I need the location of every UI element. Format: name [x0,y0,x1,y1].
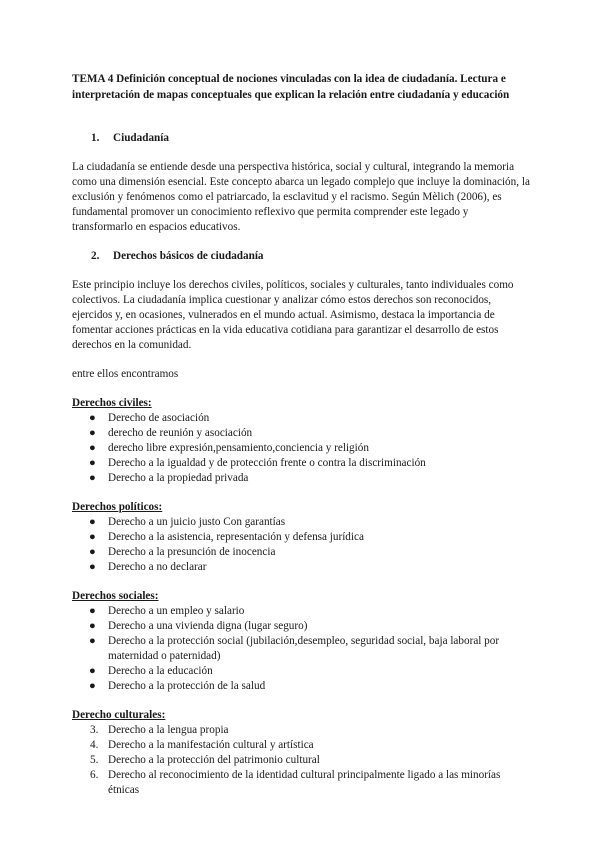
bullet-icon: ● [89,680,96,692]
bullet-icon: ● [89,605,96,617]
list-derechos-sociales [72,604,530,694]
bullet-icon: ● [89,546,96,558]
list-derechos-politicos [72,515,530,575]
section-number: 1. [91,132,100,144]
list-item: ● Derecho a la protección de la salud [72,679,530,694]
bullet-icon: ● [89,531,96,543]
section-heading-ciudadania [91,131,530,146]
list-number: 3. [90,724,99,736]
list-number: 4. [90,739,99,751]
list-item: ● Derecho a la protección social (jubilación,desempleo, seguridad social, baja laboral por maternidad o paternidad) [72,634,530,664]
list-item: ● Derecho a no declarar [72,560,530,575]
section-title: Derechos básicos de ciudadanía [113,250,264,262]
bullet-icon: ● [89,457,96,469]
bullet-icon: ● [89,412,96,424]
list-item: ● Derecho de asociación [72,411,530,426]
list-item: 5. Derecho a la protección del patrimonio cultural [72,753,530,768]
list-number: 6. [90,769,99,781]
heading-derechos-sociales: Derechos sociales: [72,590,159,602]
list-item: ● derecho libre expresión,pensamiento,conciencia y religión [72,441,530,456]
heading-derechos-civiles: Derechos civiles: [72,397,152,409]
list-number: 5. [90,754,99,766]
list-item: ● Derecho a la asistencia, representación y defensa jurídica [72,530,530,545]
list-derechos-culturales [72,723,530,798]
list-item: ● Derecho a la propiedad privada [72,471,530,486]
bullet-icon: ● [89,620,96,632]
list-item: ● derecho de reunión y asociación [72,426,530,441]
document-page [72,71,530,812]
bullet-icon: ● [89,635,96,647]
bullet-icon: ● [89,472,96,484]
list-item: 6. Derecho al reconocimiento de la identidad cultural principalmente ligado a las minorías étnicas [72,768,530,798]
section-title: Ciudadanía [113,132,169,144]
bullet-icon: ● [89,442,96,454]
list-item: 3. Derecho a la lengua propia [72,723,530,738]
list-item: ● Derecho a la educación [72,664,530,679]
intro-line: entre ellos encontramos [72,368,179,380]
list-item: ● Derecho a un juicio justo Con garantías [72,515,530,530]
document-title: TEMA 4 Definición conceptual de nociones vinculadas con la idea de ciudadanía. Lectura e interpretación de mapas conceptuales que explican la relación entre ciudadanía y educación [72,73,510,101]
list-item: 4. Derecho a la manifestación cultural y artística [72,738,530,753]
bullet-icon: ● [89,665,96,677]
list-item: ● Derecho a la presunción de inocencia [72,545,530,560]
paragraph-ciudadania: La ciudadanía se entiende desde una perspectiva histórica, social y cultural, integrando la memoria como una dimensión esencial. Este concepto abarca un legado complejo que incluye la dominación, la exclusión y fenómenos como el patriarcado, la esclavitud y el racismo. Según Mèlich (2006), es fundamental promover un conocimiento reflexivo que permita comprender este legado y transformarlo en espacios educativos. [72,161,530,233]
heading-derechos-politicos: Derechos políticos: [72,501,163,513]
bullet-icon: ● [89,561,96,573]
section-number: 2. [91,250,100,262]
list-item: ● Derecho a la igualdad y de protección frente o contra la discriminación [72,456,530,471]
bullet-icon: ● [89,516,96,528]
paragraph-derechos: Este principio incluye los derechos civiles, políticos, sociales y culturales, tanto individuales como colectivos. La ciudadanía implica cuestionar y analizar cómo estos derechos son reconocidos, ejercidos y, en ocasiones, vulnerados en el mundo actual. Asimismo, destaca la importancia de fomentar acciones prácticas en la vida educativa cotidiana para garantizar el desarrollo de estos derechos en la comunidad. [72,279,514,351]
section-heading-derechos [91,249,530,264]
list-item: ● Derecho a un empleo y salario [72,604,530,619]
list-item: ● Derecho a una vivienda digna (lugar seguro) [72,619,530,634]
list-derechos-civiles [72,411,530,486]
heading-derechos-culturales: Derecho culturales: [72,709,166,721]
bullet-icon: ● [89,427,96,439]
